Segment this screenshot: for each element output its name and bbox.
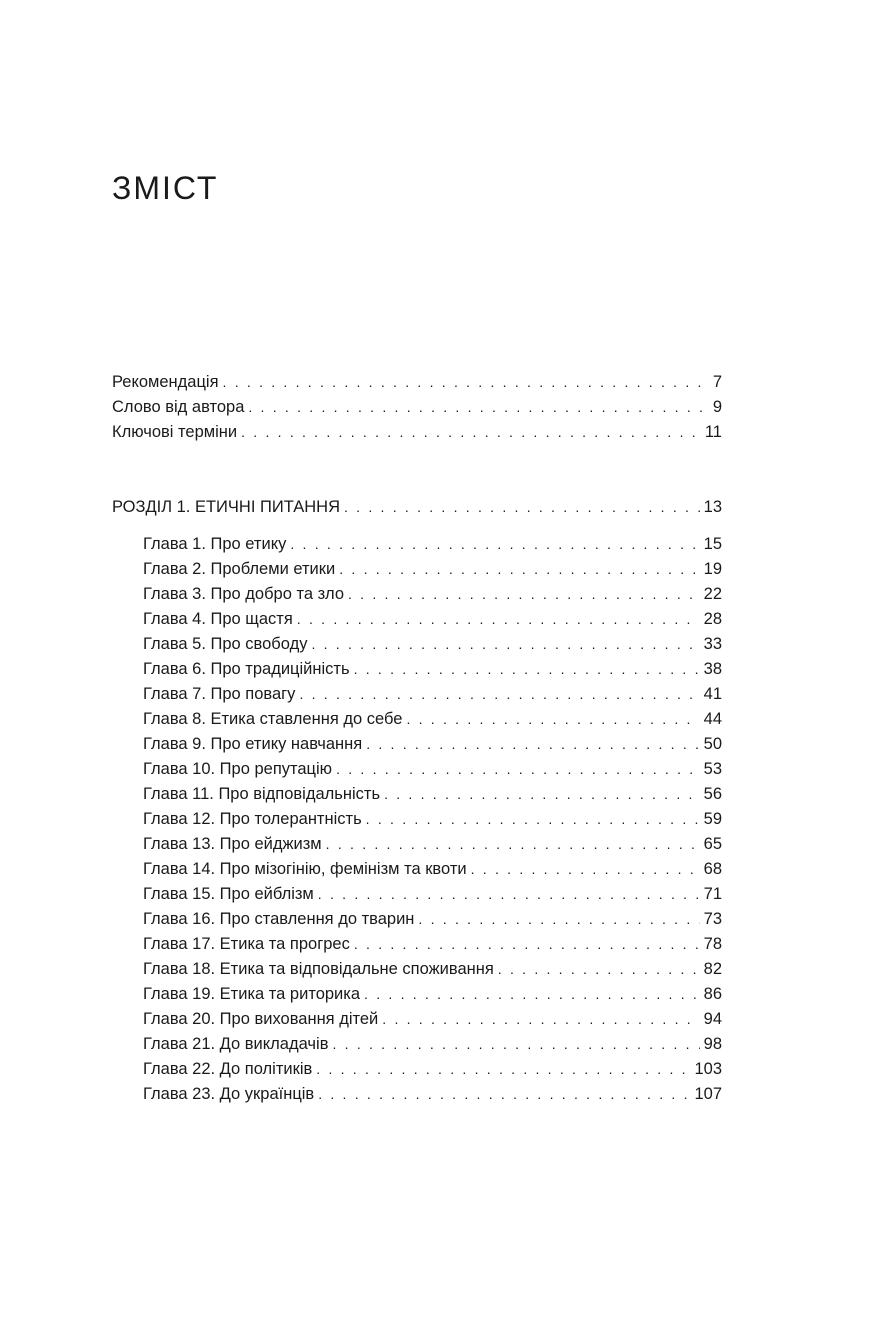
toc-chapter-label: Глава 20. Про виховання дітей bbox=[143, 1010, 379, 1028]
toc-chapter-6[interactable] bbox=[143, 657, 722, 682]
toc-chapter-page: 73 bbox=[703, 910, 722, 928]
toc-chapter-label: Глава 17. Етика та прогрес bbox=[143, 935, 350, 953]
toc-chapter-label: Глава 9. Про етику навчання bbox=[143, 735, 363, 753]
toc-chapter-label: Глава 19. Етика та риторика bbox=[143, 985, 361, 1003]
toc-entry-label: Слово від автора bbox=[112, 398, 245, 416]
toc-chapter-page: 94 bbox=[703, 1010, 722, 1028]
toc-chapter-21[interactable] bbox=[143, 1032, 722, 1057]
toc-chapter-page: 98 bbox=[703, 1035, 722, 1053]
toc-chapter-11[interactable] bbox=[143, 782, 722, 807]
dot-leader bbox=[316, 1057, 690, 1082]
toc-chapter-19[interactable] bbox=[143, 982, 722, 1007]
toc-chapter-13[interactable] bbox=[143, 832, 722, 857]
toc-chapter-label: Глава 7. Про повагу bbox=[143, 685, 296, 703]
toc-chapter-page: 28 bbox=[703, 610, 722, 628]
toc-chapter-page: 78 bbox=[703, 935, 722, 953]
toc-chapter-page: 22 bbox=[703, 585, 722, 603]
toc-chapter-page: 19 bbox=[703, 560, 722, 578]
toc-chapter-15[interactable] bbox=[143, 882, 722, 907]
toc-chapter-23[interactable] bbox=[143, 1082, 722, 1107]
toc-chapter-2[interactable] bbox=[143, 557, 722, 582]
dot-leader bbox=[344, 495, 700, 520]
dot-leader bbox=[354, 657, 700, 682]
dot-leader bbox=[248, 395, 708, 420]
toc-entry-page: 11 bbox=[704, 423, 722, 441]
dot-leader bbox=[418, 907, 699, 932]
toc-chapter-1[interactable] bbox=[143, 532, 722, 557]
dot-leader bbox=[364, 982, 700, 1007]
dot-leader bbox=[332, 1032, 699, 1057]
toc-chapter-label: Глава 1. Про етику bbox=[143, 535, 287, 553]
toc-chapter-label: Глава 18. Етика та відповідальне споживання bbox=[143, 960, 494, 978]
toc-chapter-page: 86 bbox=[703, 985, 722, 1003]
dot-leader bbox=[318, 1082, 690, 1107]
dot-leader bbox=[241, 420, 701, 445]
toc-chapter-label: Глава 12. Про толерантність bbox=[143, 810, 362, 828]
dot-leader bbox=[339, 557, 699, 582]
toc-chapter-label: Глава 8. Етика ставлення до себе bbox=[143, 710, 403, 728]
toc-chapter-label: Глава 6. Про традиційність bbox=[143, 660, 350, 678]
dot-leader bbox=[498, 957, 700, 982]
toc-chapter-page: 65 bbox=[703, 835, 722, 853]
toc-chapter-label: Глава 13. Про ейджизм bbox=[143, 835, 322, 853]
toc-chapter-label: Глава 14. Про мізогінію, фемінізм та квоти bbox=[143, 860, 467, 878]
dot-leader bbox=[366, 732, 699, 757]
dot-leader bbox=[299, 682, 699, 707]
dot-leader bbox=[290, 532, 699, 557]
toc-chapter-20[interactable] bbox=[143, 1007, 722, 1032]
dot-leader bbox=[223, 370, 709, 395]
toc-entry-page: 7 bbox=[712, 373, 722, 391]
toc-entry-recommendation[interactable] bbox=[112, 370, 722, 395]
toc-chapter-page: 56 bbox=[703, 785, 722, 803]
toc-chapter-10[interactable] bbox=[143, 757, 722, 782]
toc-chapter-7[interactable] bbox=[143, 682, 722, 707]
toc-chapter-label: Глава 10. Про репутацію bbox=[143, 760, 333, 778]
toc-chapter-label: Глава 3. Про добро та зло bbox=[143, 585, 344, 603]
toc-chapter-4[interactable] bbox=[143, 607, 722, 632]
dot-leader bbox=[348, 582, 700, 607]
toc-chapter-label: Глава 23. До українців bbox=[143, 1085, 315, 1103]
dot-leader bbox=[326, 832, 700, 857]
dot-leader bbox=[311, 632, 699, 657]
toc-chapter-page: 68 bbox=[703, 860, 722, 878]
toc-entry-author-word[interactable] bbox=[112, 395, 722, 420]
dot-leader bbox=[382, 1007, 699, 1032]
toc-chapter-17[interactable] bbox=[143, 932, 722, 957]
toc-chapter-label: Глава 4. Про щастя bbox=[143, 610, 293, 628]
toc-entry-label: Ключові терміни bbox=[112, 423, 238, 441]
dot-leader bbox=[384, 782, 700, 807]
toc-chapter-label: Глава 21. До викладачів bbox=[143, 1035, 329, 1053]
dot-leader bbox=[354, 932, 700, 957]
toc-chapter-page: 53 bbox=[703, 760, 722, 778]
toc-chapter-page: 107 bbox=[694, 1085, 722, 1103]
toc-chapter-page: 82 bbox=[703, 960, 722, 978]
toc-chapter-16[interactable] bbox=[143, 907, 722, 932]
toc-section-page: 13 bbox=[703, 498, 722, 516]
toc-section-1[interactable] bbox=[112, 495, 722, 520]
toc-chapter-label: Глава 5. Про свободу bbox=[143, 635, 308, 653]
toc-chapter-page: 103 bbox=[694, 1060, 722, 1078]
toc-entry-page: 9 bbox=[712, 398, 722, 416]
toc-entry-key-terms[interactable] bbox=[112, 420, 722, 445]
toc-chapter-label: Глава 2. Проблеми етики bbox=[143, 560, 336, 578]
toc-chapter-8[interactable] bbox=[143, 707, 722, 732]
page-title: ЗМІСТ bbox=[112, 170, 219, 206]
dot-leader bbox=[318, 882, 700, 907]
toc-chapter-14[interactable] bbox=[143, 857, 722, 882]
toc-chapter-12[interactable] bbox=[143, 807, 722, 832]
toc-chapter-page: 41 bbox=[703, 685, 722, 703]
toc-chapter-22[interactable] bbox=[143, 1057, 722, 1082]
dot-leader bbox=[406, 707, 699, 732]
toc-chapter-page: 38 bbox=[703, 660, 722, 678]
dot-leader bbox=[366, 807, 700, 832]
toc-chapter-label: Глава 16. Про ставлення до тварин bbox=[143, 910, 415, 928]
toc-chapter-18[interactable] bbox=[143, 957, 722, 982]
toc-chapter-page: 15 bbox=[703, 535, 722, 553]
toc-section-label: РОЗДІЛ 1. ЕТИЧНІ ПИТАННЯ bbox=[112, 498, 340, 516]
toc-chapter-3[interactable] bbox=[143, 582, 722, 607]
toc-chapter-label: Глава 11. Про відповідальність bbox=[143, 785, 381, 803]
toc-chapter-page: 44 bbox=[703, 710, 722, 728]
toc-chapter-page: 50 bbox=[703, 735, 722, 753]
dot-leader bbox=[471, 857, 700, 882]
toc-chapter-label: Глава 15. Про ейблізм bbox=[143, 885, 314, 903]
dot-leader bbox=[336, 757, 700, 782]
toc-chapter-page: 71 bbox=[703, 885, 722, 903]
dot-leader bbox=[297, 607, 700, 632]
toc-chapter-label: Глава 22. До політиків bbox=[143, 1060, 313, 1078]
toc-chapter-page: 59 bbox=[703, 810, 722, 828]
toc-chapter-9[interactable] bbox=[143, 732, 722, 757]
toc-chapter-page: 33 bbox=[703, 635, 722, 653]
toc-chapter-5[interactable] bbox=[143, 632, 722, 657]
toc-entry-label: Рекомендація bbox=[112, 373, 219, 391]
